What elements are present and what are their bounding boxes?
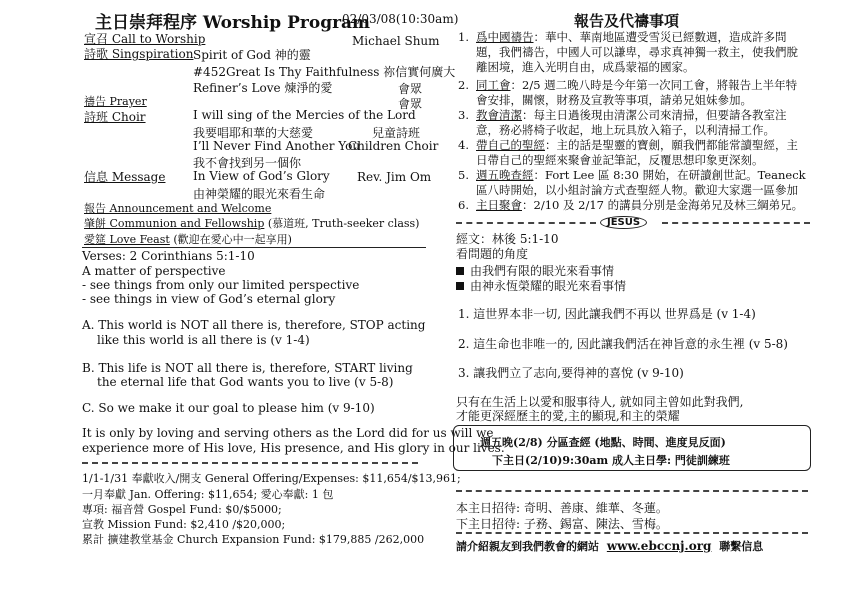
finance-expansion-fund: 累計 擴建教堂基金 Church Expansion Fund: $179,885 /262,000 [82,533,425,546]
love-feast-note: (歡迎在愛心中一起享用) [173,233,292,246]
website-link[interactable]: www.ebccnj.org [606,539,712,553]
program-divider [82,247,426,248]
square-bullet-icon [456,267,464,275]
page-title: 主日崇拜程序 Worship Program [95,13,371,33]
call-to-worship-label: 宣召 Call to Worship [84,32,206,46]
point-1-zh: 1. 這世界本非一切, 因此讓我們不再以 世界爲是 (v 1-4) [458,307,756,321]
bullet-text: 由我們有限的眼光來看事情 [470,264,615,278]
notice-line1: 週五晚(2/8) 分區查經 (地點、時間、進度見反面) [480,436,726,449]
announcement-label: 報告 Announcement and Welcome [84,202,272,215]
song-refiners-love: Refiner’s Love 煉淨的愛 [193,81,333,95]
footer [456,538,763,554]
song-great-is-thy-faithfulness: #452Great Is Thy Faithfulness 祢信實何廣大 [193,65,456,79]
announcement-head: 週五晚查經 [476,168,534,182]
point-b-line1: B. This life is NOT all there is, therefore, START living [82,361,413,375]
message-title-en: In View of God’s Glory [193,169,330,183]
announcement-head: 帶自己的聖經 [476,138,545,152]
jesus-divider-right [662,222,810,224]
finance-gospel-fund: 專項: 福音營 Gospel Fund: $0/$5000; [82,503,282,516]
bullet-eternal [456,277,626,294]
hosts-this-week: 本主日招待: 奇明、善康、維華、冬蓮。 [456,501,668,515]
announcement-number: 6. [458,198,469,212]
announcement-number: 3. [458,108,469,122]
love-feast-line [84,231,292,247]
fellowship-label: 肇餅 Communion and Fellowship [84,217,265,230]
announcement-text: ：主的話是聖靈的寶劍，願我們都能常讀聖經，主日帶自己的聖經來聚會並記筆記，反覆思想印象更深刻。 [476,138,798,167]
announcement-number: 4. [458,138,469,152]
choir-song2-en: I’ll Never Find Another You [193,139,361,153]
announcement-text: ：2/10 及 2/17 的講員分別是金海弟兄及林三綱弟兄。 [522,198,804,212]
point-2-zh: 2. 這生命也非唯一的, 因此讓我們活在神旨意的永生裡 (v 5-8) [458,337,788,351]
footer-text: 請介紹親友到我們教會的網站 [456,540,599,553]
square-bullet-icon [456,282,464,290]
point-c: C. So we make it our goal to please him (v 9-10) [82,401,375,415]
message-title-zh: 由神榮耀的眼光來看生命 [193,187,326,201]
hosts-divider-top [456,490,808,492]
sermon-closing-line2: experience more of His love, His presence, and His glory in our lives. [82,441,505,455]
point-a-line2: like this world is all there is (v 1-4) [97,333,310,347]
sermon-perspective: A matter of perspective [82,264,226,278]
notice-line2: 下主日(2/10)9:30am 成人主日學: 門徒訓練班 [492,454,730,467]
announcement-head: 主日聚會 [476,198,522,212]
message-label: 信息 Message [84,170,166,184]
point-3-zh: 3. 讓我們立了志向,要得神的喜悅 (v 9-10) [458,366,684,380]
point-a-line1: A. This world is NOT all there is, therefore, STOP acting [82,318,426,332]
message-speaker: Rev. Jim Om [357,170,432,184]
choir-song1-en: I will sing of the Mercies of the Lord [193,108,416,122]
finance-mission-fund: 宣教 Mission Fund: $2,410 /$20,000; [82,518,286,531]
announcement-number: 2. [458,78,469,92]
fellowship-note: (慕道班, Truth-seeker class) [267,217,420,230]
call-to-worship-person: Michael Shum [352,34,440,48]
jesus-divider-left [456,222,596,224]
point-b-line2: the eternal life that God wants you to live (v 5-8) [97,375,394,389]
hosts-divider-bottom [456,532,808,534]
jesus-badge: JESUS [600,216,647,229]
footer-tail: 聯繫信息 [719,540,764,553]
sermon-see-eternal: - see things in view of God’s eternal glory [82,292,336,306]
choir-song2-who: Children Choir [348,139,439,153]
closing-zh-line2: 才能更深經歷主的愛,主的顯現,和主的榮耀 [456,409,680,423]
perspective-zh: 看問題的角度 [456,247,529,261]
bullet-text: 由神永恆榮耀的眼光來看事情 [470,279,627,293]
sermon-see-limited: - see things from only our limited perspective [82,278,360,292]
announcement-head: 教會清潔 [476,108,522,122]
hosts-next-week: 下主日招待: 子務、錫富、陳法、雪梅。 [456,517,668,531]
song-spirit-of-god: Spirit of God 神的靈 [193,48,311,62]
choir-song1-who: 兒童詩班 [372,126,421,140]
choir-song1-zh: 我要唱耶和華的大慈愛 [193,126,314,140]
closing-zh-line1: 只有在生活上以愛和服事待人, 就如同主曾如此對我們, [456,395,744,409]
singspiration-who: 會眾 [398,82,423,96]
finance-divider [82,462,418,464]
prayer-label: 禱告 Prayer [84,95,147,108]
announcement-number: 1. [458,30,469,44]
fellowship-line [84,215,419,231]
prayer-who: 會眾 [398,97,423,111]
announcement-text: ：每主日過後現由清潔公司來清掃，但要請各教室注意，務必將椅子收起，地上玩具放入箱子，以利清掃工作。 [476,108,787,137]
scripture-zh: 經文：林後 5:1-10 [456,232,559,246]
announcement-head: 同工會 [476,78,511,92]
announcements-title: 報告及代禱事項 [574,12,680,30]
announcement-head: 爲中國禱告 [476,30,534,44]
choir-label: 詩班 Choir [84,110,146,124]
announcement-text: ：華中、華南地區遭受雪災已經數週，造成許多問題，我們禱告，中國人可以謙卑，尋求真神獨一救主，使我們脫離困境，進入光明自由，成爲蒙福的國家。 [476,30,798,74]
service-date: 02/03/08(10:30am) [342,12,459,26]
singspiration-label: 詩歌 Singspiration [84,47,194,61]
announcement-text: ：Fort Lee 區 8:30 開始，在研讀創世記。Teaneck 區八時開始，以小組討論方式查聖經人物。歡迎大家選一區參加 [476,168,806,197]
love-feast-label: 愛筵 Love Feast [84,233,170,246]
announcement-number: 5. [458,168,469,182]
finance-general: 1/1-1/31 奉獻收入/開支 General Offering/Expenses: $11,654/$13,961; [82,472,461,485]
sermon-closing-line1: It is only by loving and serving others as the Lord did for us will we [82,426,494,440]
finance-january: 一月奉獻 Jan. Offering: $11,654; 愛心奉獻: 1 包 [82,488,334,501]
announcement-text: ：2/5 週二晚八時是今年第一次同工會，將報告上半年特會安排，關懷，財務及宣教等事項，請弟兄姐妹參加。 [476,78,798,107]
choir-song2-zh: 我不會找到另一個你 [193,156,302,170]
sermon-verses: Verses: 2 Corinthians 5:1-10 [82,249,255,263]
